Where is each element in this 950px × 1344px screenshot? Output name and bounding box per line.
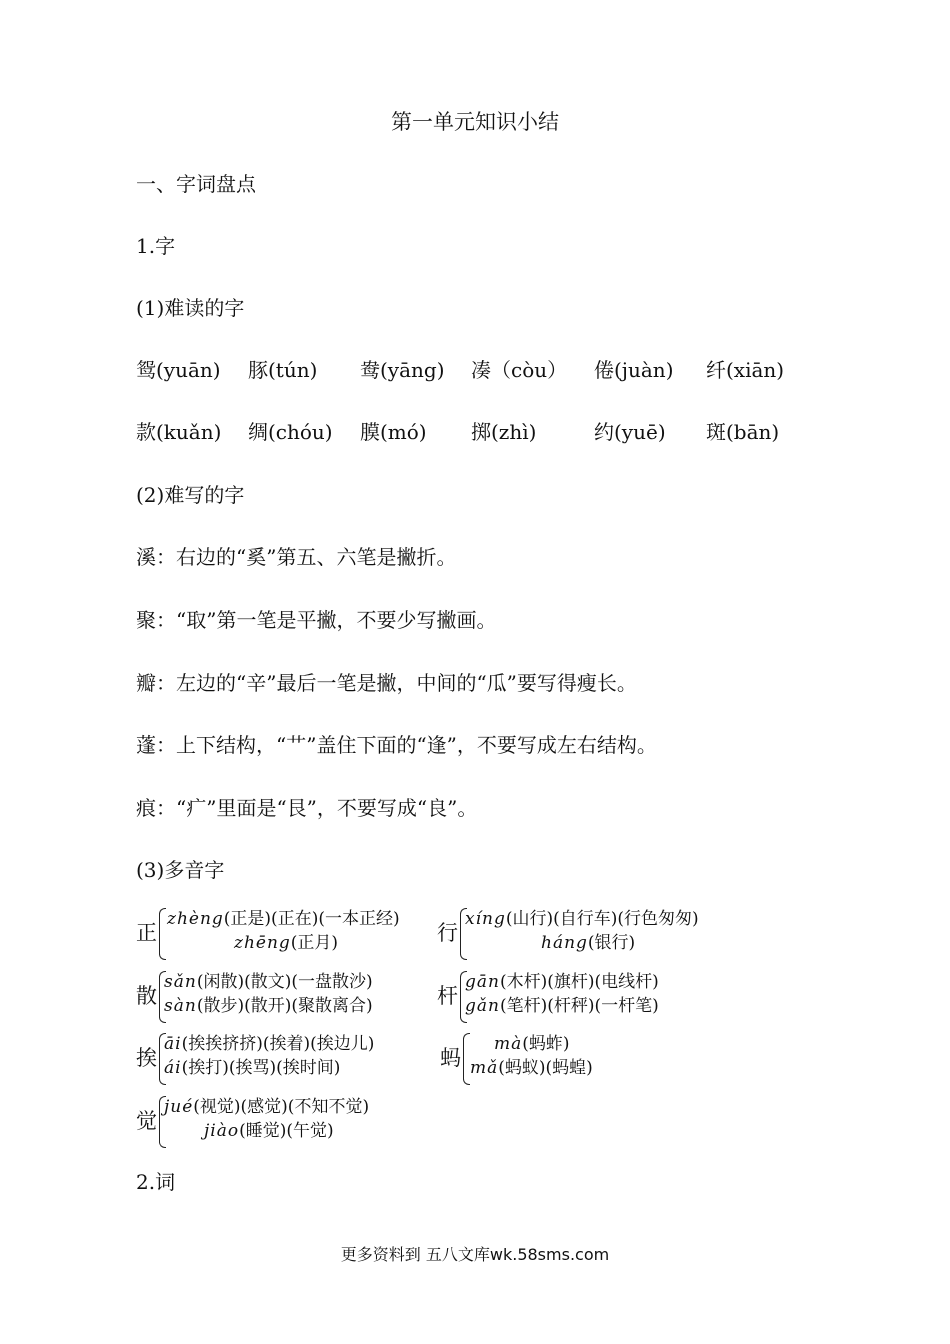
hard-write-line: 瓣：左边的“辛”最后一笔是撇，中间的“瓜”要写得瘦长。 [136, 671, 637, 695]
reading-2 [470, 1057, 593, 1079]
polyphone-ai [136, 1031, 426, 1087]
hard-write-line: 痕：“疒”里面是“艮”，不要写成“良”。 [136, 796, 478, 820]
subheading-hard-to-write: (2)难写的字 [136, 483, 245, 507]
polyphone-char: 散 [136, 984, 157, 1008]
polyphone-gan [437, 969, 717, 1025]
section-heading-word-review: 一、字词盘点 [136, 172, 256, 196]
pinyin: gǎn [465, 996, 500, 1016]
example-words: (蚂蚱) [522, 1034, 570, 1054]
example-words: (木杆)(旗杆)(电线杆) [499, 972, 659, 992]
polyphone-jue [136, 1094, 426, 1150]
pinyin: sǎn [164, 972, 197, 992]
hard-read-row-2 [0, 418, 950, 446]
example-words: (散步)(散开)(聚散离合) [196, 996, 373, 1016]
subheading-polyphones: (3)多音字 [136, 858, 225, 882]
pinyin: jué [164, 1097, 194, 1117]
polyphone-char: 杆 [437, 984, 458, 1008]
subheading-words: 2.词 [136, 1170, 176, 1194]
pinyin: āi [164, 1034, 182, 1054]
example-words: (挨挨挤挤)(挨着)(挨边儿) [181, 1034, 375, 1054]
brace [159, 908, 166, 960]
pinyin: háng [541, 933, 588, 953]
example-words: (视觉)(感觉)(不知不觉) [193, 1097, 370, 1117]
polyphone-char: 挨 [136, 1046, 157, 1070]
hard-read-item: 款(kuǎn) [136, 420, 222, 444]
reading-1 [164, 971, 373, 993]
example-words: (睡觉)(午觉) [239, 1121, 334, 1141]
hard-read-item: 斑(bān) [706, 420, 780, 444]
example-words: (正是)(正在)(一本正经) [223, 909, 400, 929]
hard-read-item: 倦(juàn) [594, 358, 674, 382]
reading-1 [164, 1033, 374, 1055]
polyphone-char: 行 [437, 921, 458, 945]
polyphone-char: 蚂 [440, 1046, 461, 1070]
reading-2 [204, 1120, 334, 1142]
footer-note: 更多资料到 五八文库wk.58sms.com [340, 1245, 610, 1264]
hard-write-line: 蓬：上下结构，“艹”盖住下面的“逢”，不要写成左右结构。 [136, 733, 657, 757]
hard-read-item: 鸳(yuān) [136, 358, 221, 382]
polyphone-char: 觉 [136, 1109, 157, 1133]
reading-1 [465, 908, 699, 930]
reading-1 [164, 1096, 369, 1118]
reading-1 [494, 1033, 570, 1055]
hard-read-item: 掷(zhì) [471, 420, 537, 444]
hard-read-item: 凑（còu） [471, 358, 568, 382]
pinyin: zhèng [167, 909, 224, 929]
subheading-hard-to-read: (1)难读的字 [136, 296, 245, 320]
subheading-characters: 1.字 [136, 234, 176, 258]
pinyin: xíng [465, 909, 506, 929]
reading-2 [234, 932, 338, 954]
reading-1 [465, 971, 659, 993]
pinyin: jiào [204, 1121, 240, 1141]
hard-read-item: 绸(chóu) [248, 420, 333, 444]
page-title: 第一单元知识小结 [391, 110, 559, 134]
brace [463, 1033, 470, 1085]
pinyin: zhēng [234, 933, 291, 953]
example-words: (闲散)(散文)(一盘散沙) [196, 972, 373, 992]
pinyin: gān [465, 972, 500, 992]
example-words: (银行) [587, 933, 636, 953]
hard-write-line: 溪：右边的“奚”第五、六笔是撇折。 [136, 545, 457, 569]
example-words: (蚂蚁)(蚂蝗) [498, 1058, 593, 1078]
hard-read-item: 豚(tún) [248, 358, 318, 382]
polyphone-char: 正 [136, 921, 157, 945]
pinyin: mǎ [470, 1058, 499, 1078]
example-words: (正月) [290, 933, 339, 953]
hard-read-item: 纤(xiān) [706, 358, 785, 382]
example-words: (挨打)(挨骂)(挨时间) [181, 1058, 341, 1078]
pinyin: sàn [164, 996, 197, 1016]
hard-read-item: 鸯(yāng) [360, 358, 445, 382]
hard-write-line: 聚：“取”第一笔是平撇，不要少写撇画。 [136, 608, 497, 632]
pinyin: mà [494, 1034, 523, 1054]
hard-read-row-1 [0, 356, 950, 384]
polyphone-zheng [136, 906, 426, 962]
polyphone-ma [440, 1031, 640, 1087]
hard-read-item: 膜(mó) [360, 420, 427, 444]
example-words: (山行)(自行车)(行色匆匆) [505, 909, 699, 929]
polyphone-xing [437, 906, 737, 962]
reading-1 [167, 908, 400, 930]
hard-read-item: 约(yuē) [594, 420, 666, 444]
reading-2 [465, 995, 659, 1017]
reading-2 [541, 932, 635, 954]
example-words: (笔杆)(杆秤)(一杆笔) [499, 996, 659, 1016]
reading-2 [164, 1057, 340, 1079]
pinyin: ái [164, 1058, 182, 1078]
reading-2 [164, 995, 373, 1017]
polyphone-san [136, 969, 426, 1025]
